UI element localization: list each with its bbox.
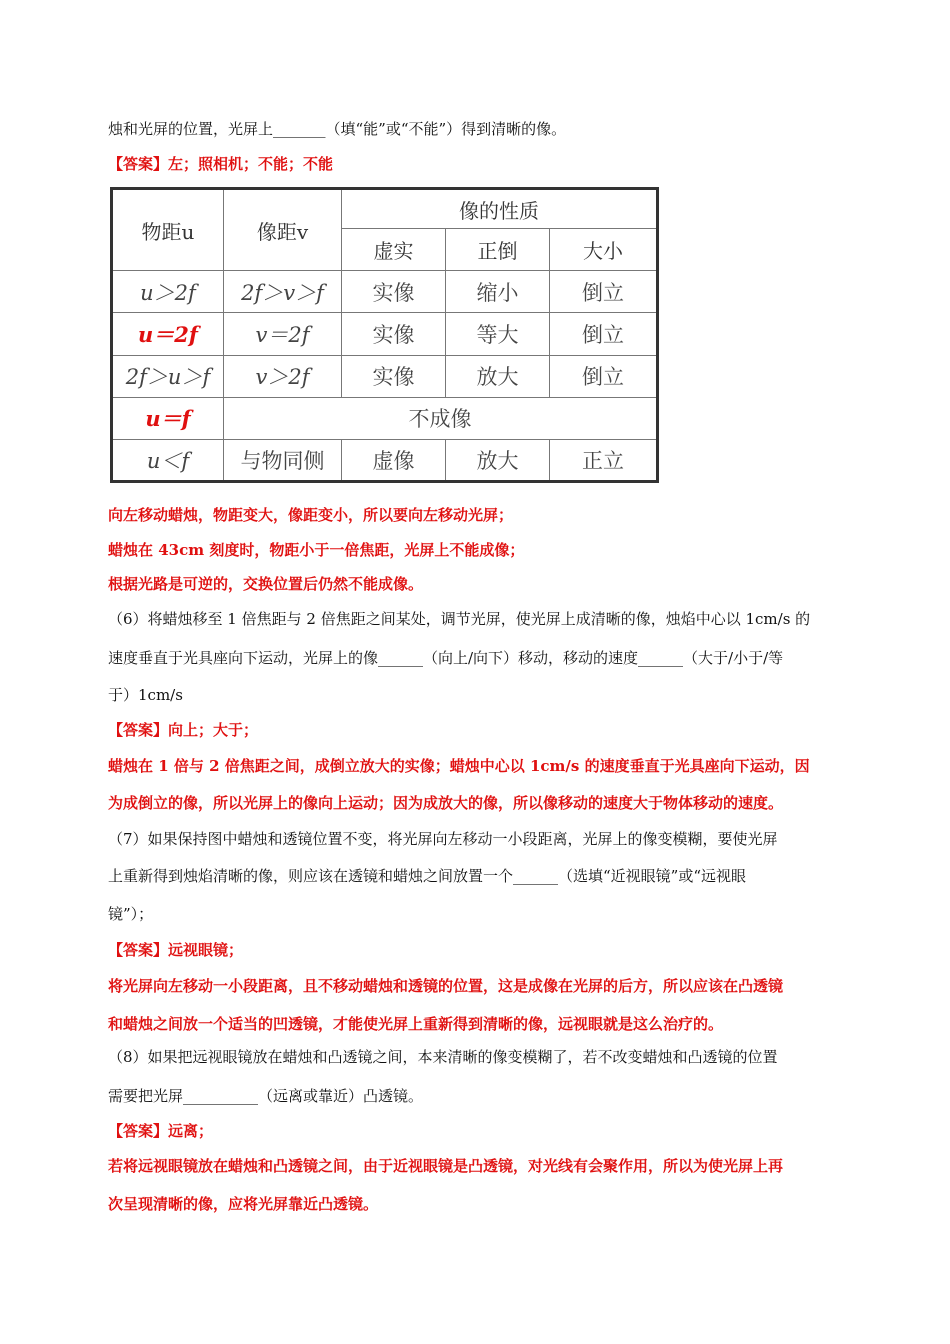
answer-line: 蜡烛在 1 倍与 2 倍焦距之间，成倒立放大的实像；蜡烛中心以 1cm/s 的速度垂直于光具座向下运动，因	[108, 757, 810, 775]
answer-line: 为成倒立的像，所以光屏上的像向上运动；因为成放大的像，所以像移动的速度大于物体移动的速度。	[108, 794, 784, 812]
answer-line: 将光屏向左移动一小段距离，且不移动蜡烛和透镜的位置，这是成像在光屏的后方，所以应该在凸透镜	[108, 977, 784, 995]
cell-v: v＞2f	[224, 355, 342, 397]
cell-real-virtual: 实像	[342, 355, 446, 397]
answer-line: 向左移动蜡烛，物距变大，像距变小，所以要向左移动光屏；	[108, 506, 514, 524]
answer-line: 次呈现清晰的像，应将光屏靠近凸透镜。	[108, 1195, 379, 1213]
cell-upright-inverted: 放大	[446, 355, 550, 397]
cell-upright-inverted: 缩小	[446, 271, 550, 313]
question-line: （8）如果把远视眼镜放在蜡烛和凸透镜之间，本来清晰的像变模糊了，若不改变蜡烛和凸透镜的位置	[108, 1048, 778, 1066]
cell-u: u＝f	[112, 397, 224, 439]
table-row	[112, 355, 658, 397]
cell-upright-inverted: 等大	[446, 313, 550, 355]
cell-u: 2f＞u＞f	[112, 355, 224, 397]
answer-line: 【答案】向上；大于；	[108, 721, 259, 739]
question-line: 镜”）；	[108, 905, 154, 923]
answer-line: 根据光路是可逆的，交换位置后仍然不能成像。	[108, 575, 424, 593]
table-row	[112, 313, 658, 355]
table-row	[112, 439, 658, 481]
table-row	[112, 271, 658, 313]
question-line: 速度垂直于光具座向下运动，光屏上的像______（向上/向下）移动，移动的速度______（大于/小于/等	[108, 649, 784, 667]
answer-line: 【答案】远视眼镜；	[108, 941, 244, 959]
question-line: 上重新得到烛焰清晰的像，则应该在透镜和蜡烛之间放置一个______（选填“近视眼镜”或“远视眼	[108, 867, 747, 885]
question-line: （7）如果保持图中蜡烛和透镜位置不变，将光屏向左移动一小段距离，光屏上的像变模糊，要使光屏	[108, 830, 778, 848]
header-image-nature: 像的性质	[342, 189, 658, 229]
header-image-distance: 像距v	[224, 189, 342, 271]
table-row	[112, 397, 658, 439]
question-line: （6）将蜡烛移至 1 倍焦距与 2 倍焦距之间某处，调节光屏，使光屏上成清晰的像，烛焰中心以 1cm/s 的	[108, 610, 811, 628]
cell-v: 2f＞v＞f	[224, 271, 342, 313]
answer-line: 和蜡烛之间放一个适当的凹透镜，才能使光屏上重新得到清晰的像，远视眼就是这么治疗的。	[108, 1015, 724, 1033]
answer-line: 蜡烛在 43cm 刻度时，物距小于一倍焦距，光屏上不能成像；	[108, 541, 525, 559]
answer-line: 【答案】左；照相机；不能；不能	[108, 155, 334, 173]
answer-line: 若将远视眼镜放在蜡烛和凸透镜之间，由于近视眼镜是凸透镜，对光线有会聚作用，所以为使光屏上再	[108, 1157, 784, 1175]
lens-imaging-table	[110, 187, 659, 483]
cell-v: 与物同侧	[224, 439, 342, 481]
cell-size: 正立	[550, 439, 658, 481]
header-size: 大小	[550, 229, 658, 271]
cell-v: v＝2f	[224, 313, 342, 355]
cell-size: 倒立	[550, 271, 658, 313]
answer-line: 【答案】远离；	[108, 1122, 214, 1140]
cell-upright-inverted: 放大	[446, 439, 550, 481]
cell-u: u＞2f	[112, 271, 224, 313]
cell-real-virtual: 虚像	[342, 439, 446, 481]
question-continuation-line: 烛和光屏的位置，光屏上_______（填“能”或“不能”）得到清晰的像。	[108, 120, 567, 138]
cell-u: u＝2f	[112, 313, 224, 355]
cell-no-image: 不成像	[224, 397, 658, 439]
cell-size: 倒立	[550, 355, 658, 397]
cell-real-virtual: 实像	[342, 271, 446, 313]
header-real-virtual: 虚实	[342, 229, 446, 271]
header-object-distance: 物距u	[112, 189, 224, 271]
header-upright-inverted: 正倒	[446, 229, 550, 271]
question-line: 需要把光屏__________（远离或靠近）凸透镜。	[108, 1087, 424, 1105]
cell-size: 倒立	[550, 313, 658, 355]
cell-real-virtual: 实像	[342, 313, 446, 355]
cell-u: u＜f	[112, 439, 224, 481]
question-line: 于）1cm/s	[108, 686, 183, 704]
